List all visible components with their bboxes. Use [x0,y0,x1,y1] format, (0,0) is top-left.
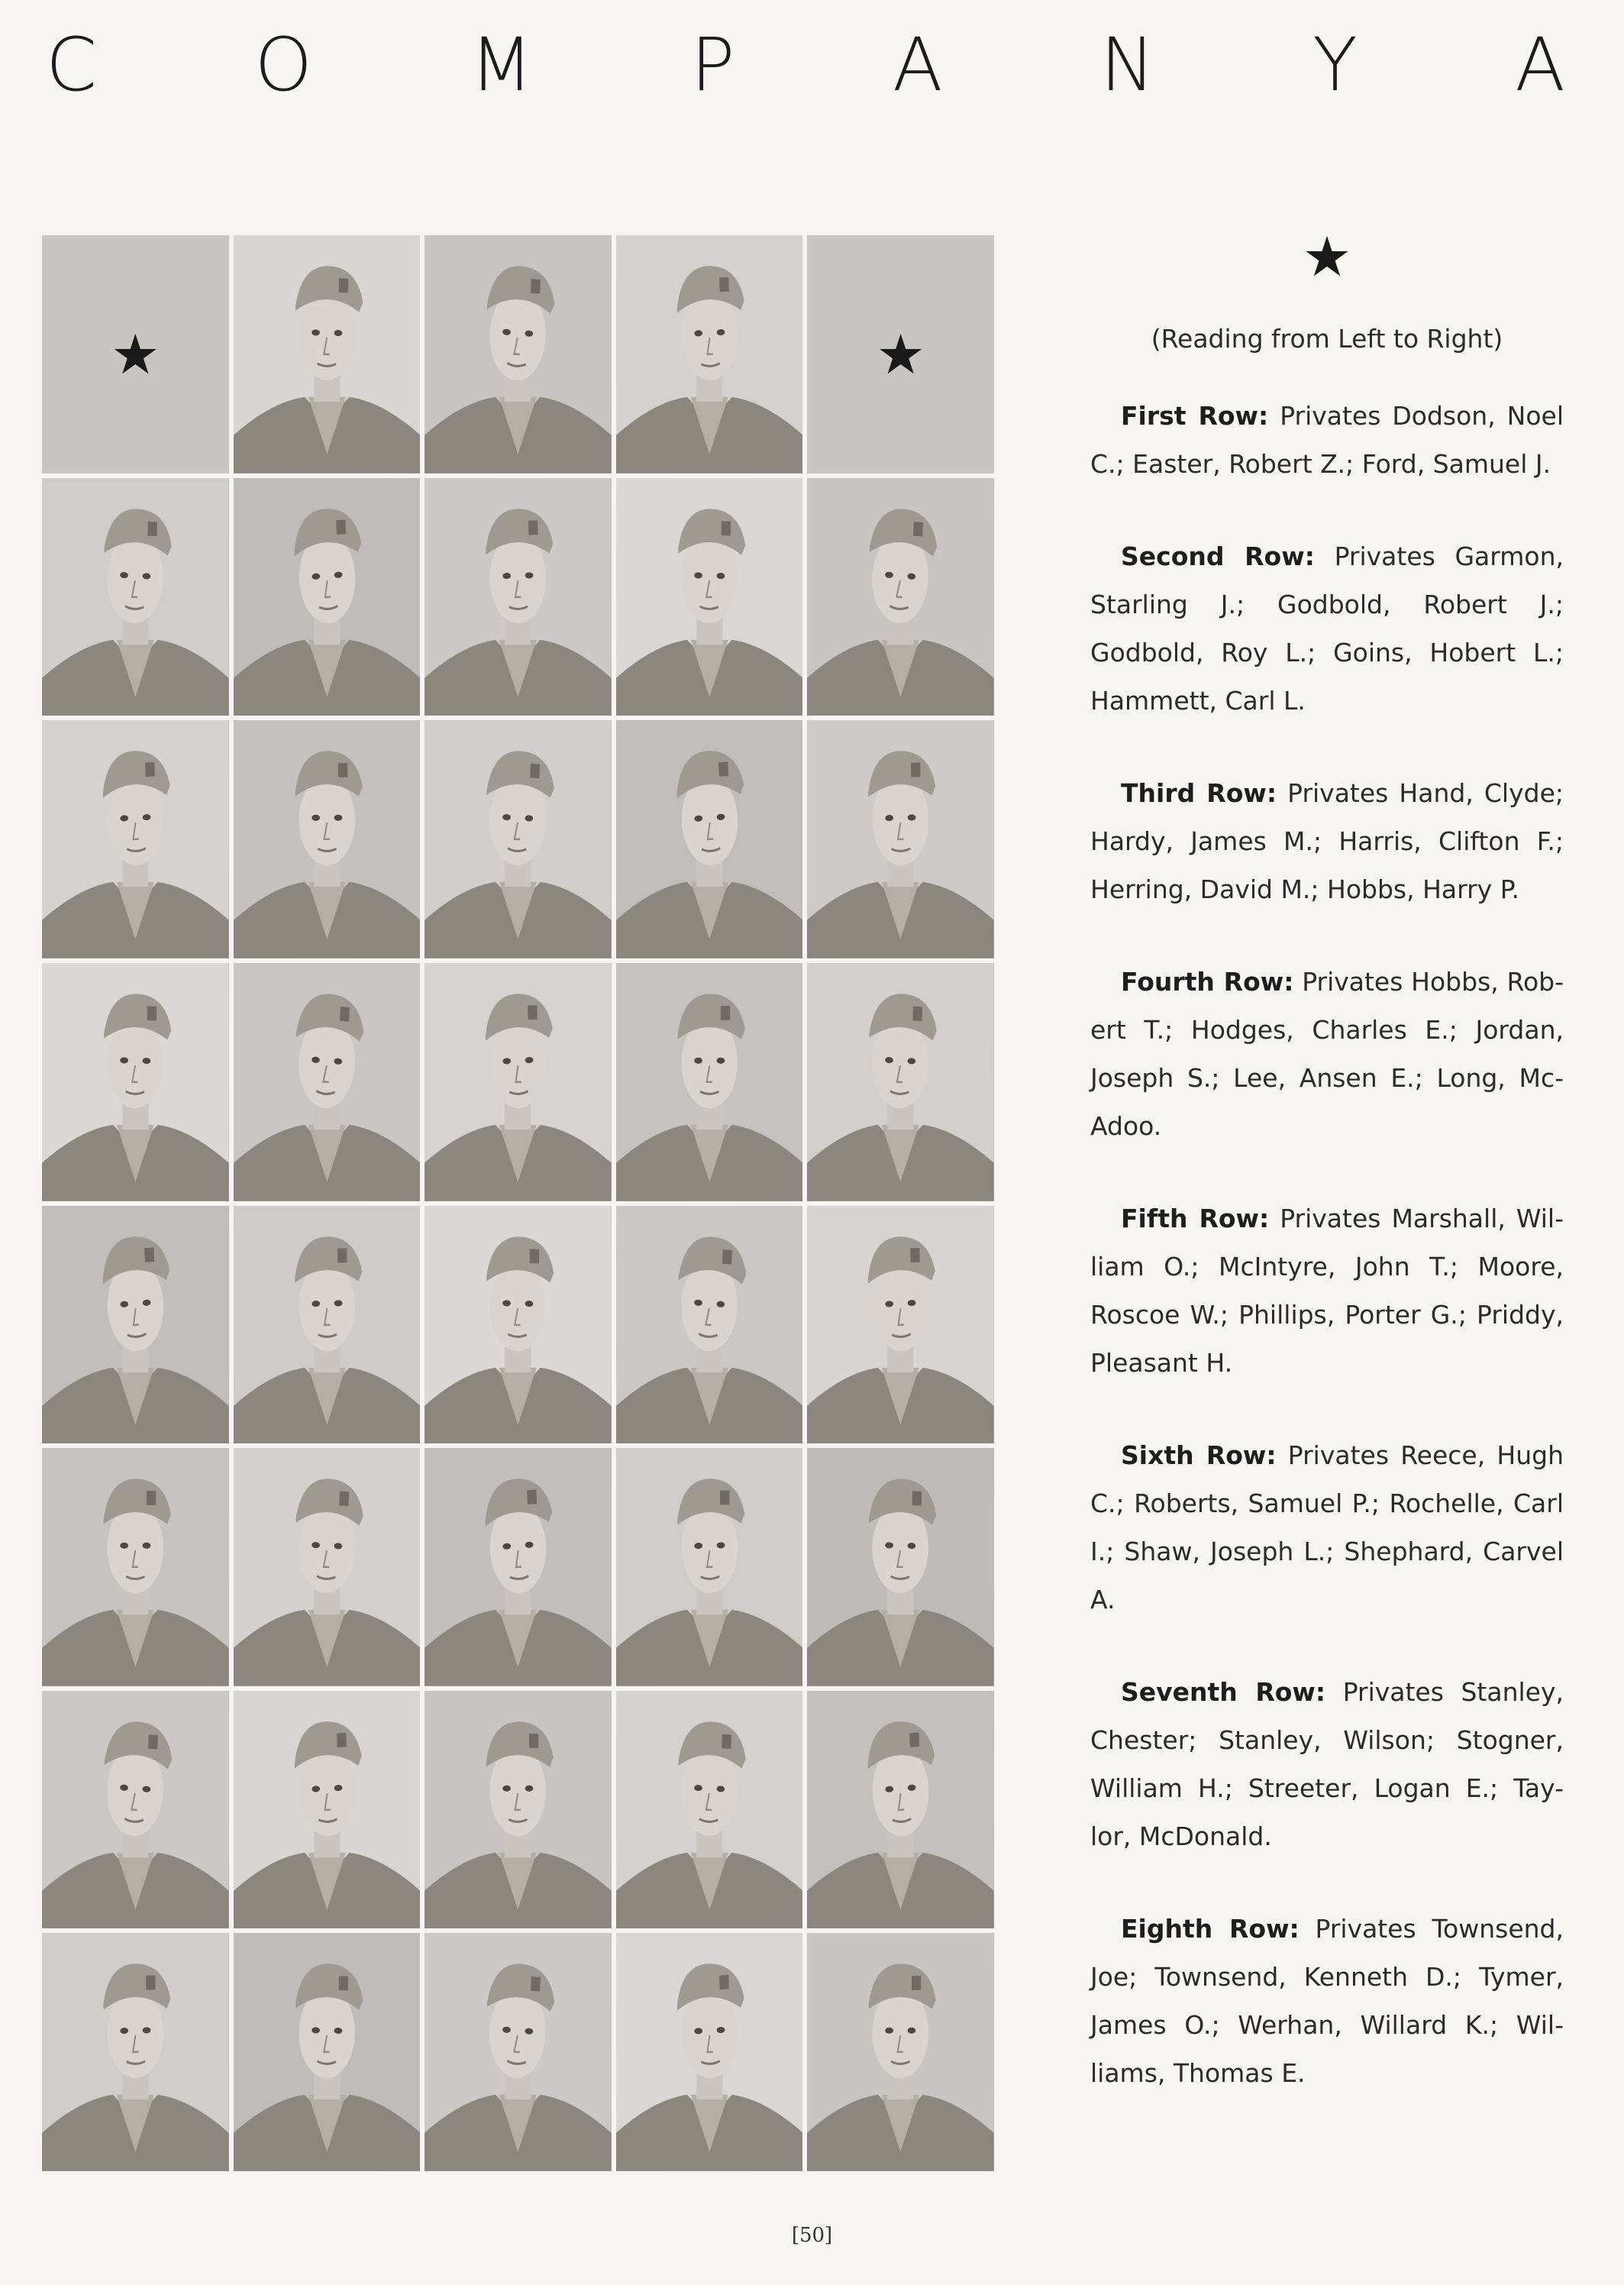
roster-paragraph [1090,392,1564,488]
portrait-photo [42,1691,229,1929]
portrait-photo [234,1691,421,1929]
portrait-photo [807,1691,994,1929]
portrait-photo [42,1206,229,1444]
roster-paragraph [1090,1431,1564,1624]
portrait-photo [234,720,421,958]
portrait-photo [425,235,612,473]
portrait-photo [234,478,421,716]
portrait-photo [234,1448,421,1686]
row-names: Privates Stanley, Chester; Stanley, Wilson; Stogner, William H.; Streeter, Logan E.; Tay-lor, McDonald. [1090,1677,1564,1851]
portrait-photo [616,478,803,716]
portrait-photo [42,963,229,1201]
star-cell [807,235,994,473]
portrait-photo [234,1206,421,1444]
row-label: Fifth Row: [1121,1204,1270,1233]
page-title [46,23,1565,107]
portrait-photo [425,478,612,716]
page-number: [50] [791,2224,833,2247]
roster-paragraph [1090,769,1564,913]
title-letter: A [1515,22,1565,108]
roster-paragraph [1090,1194,1564,1387]
portrait-photo [425,1933,612,2171]
roster-paragraph [1090,1668,1564,1860]
portrait-photo [807,478,994,716]
portrait-photo [42,478,229,716]
row-names: Privates Reece, Hugh C.; Roberts, Samuel P.; Rochelle, Carl I.; Shaw, Joseph L.; Shephard, Carvel A. [1090,1440,1564,1614]
star-cell [42,235,229,473]
row-label: Seventh Row: [1121,1677,1326,1707]
portrait-photo [42,1933,229,2171]
roster-paragraph [1090,532,1564,725]
portrait-grid [42,235,994,2171]
portrait-photo [42,1448,229,1686]
portrait-photo [616,720,803,958]
portrait-photo [616,1691,803,1929]
roster-paragraph [1090,958,1564,1150]
portrait-photo [807,1206,994,1444]
portrait-photo [616,235,803,473]
portrait-photo [807,1933,994,2171]
row-names: Privates Marshall, Wil-liam O.; McIntyre, John T.; Moore, Roscoe W.; Phillips, Porter G.; Priddy, Pleasant H. [1090,1204,1564,1378]
title-letter: O [254,22,312,108]
row-label: Second Row: [1121,541,1315,571]
row-label: Third Row: [1121,778,1277,808]
portrait-photo [425,1691,612,1929]
portrait-photo [425,963,612,1201]
portrait-photo [425,1448,612,1686]
row-names: Privates Townsend, Joe; Townsend, Kenneth D.; Tymer, James O.; Werhan, Willard K.; Wil-liams, Thomas E. [1090,1914,1564,2088]
portrait-photo [616,1933,803,2171]
row-names: Privates Hobbs, Rob-ert T.; Hodges, Charles E.; Jordan, Joseph S.; Lee, Ansen E.; Long, Mc-Adoo. [1090,967,1564,1141]
portrait-photo [234,235,421,473]
portrait-photo [616,1206,803,1444]
title-letter: N [1100,22,1155,108]
portrait-photo [616,963,803,1201]
star-icon: ★ [111,322,160,386]
portrait-photo [807,720,994,958]
star-icon: ★ [876,322,925,386]
title-letter: M [470,22,534,108]
roster-column [1090,225,1564,2141]
title-letter: C [46,22,98,108]
portrait-photo [425,1206,612,1444]
portrait-photo [425,720,612,958]
portrait-photo [234,1933,421,2171]
title-letter: P [690,22,735,108]
star-icon: ★ [1302,225,1352,289]
title-letter: A [892,22,943,108]
portrait-photo [807,963,994,1201]
row-label: Sixth Row: [1121,1440,1277,1470]
portrait-photo [616,1448,803,1686]
roster-paragraph [1090,1905,1564,2097]
portrait-photo [234,963,421,1201]
row-label: First Row: [1121,401,1269,431]
row-names: Privates Dodson, Noel C.; Easter, Robert Z.; Ford, Samuel J. [1090,401,1564,479]
row-label: Eighth Row: [1121,1914,1300,1944]
row-names: Privates Hand, Clyde; Hardy, James M.; Harris, Clifton F.; Herring, David M.; Hobbs, Harry P. [1090,778,1564,904]
row-names: Privates Garmon, Starling J.; Godbold, Robert J.; Godbold, Roy L.; Goins, Hobert L.; Hammett, Carl L. [1090,541,1564,716]
reading-note: (Reading from Left to Right) [1151,324,1503,354]
title-letter: Y [1312,22,1358,108]
portrait-photo [42,720,229,958]
portrait-photo [807,1448,994,1686]
row-label: Fourth Row: [1121,967,1294,997]
